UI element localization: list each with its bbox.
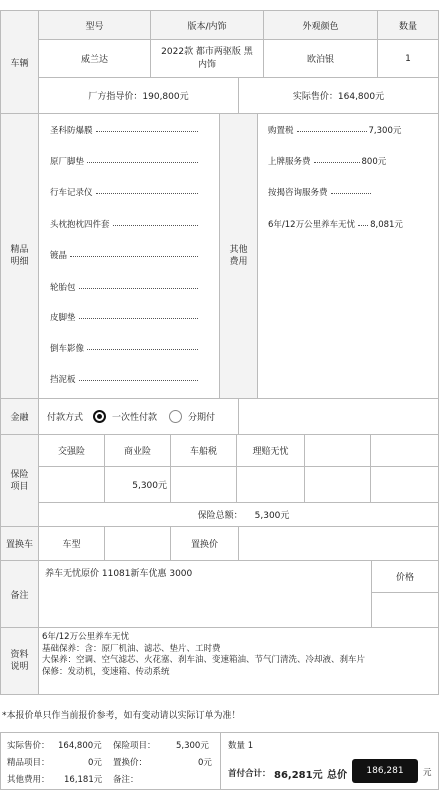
- tradein-model-value: [104, 526, 171, 561]
- full-payment-label: 一次性付款: [112, 413, 158, 423]
- ins-header-empty: [304, 434, 371, 467]
- summary-tradein-label: 置换价：: [113, 758, 148, 768]
- installment-label: 分期付: [188, 413, 216, 423]
- ins-header-compulsory: 交强险: [38, 434, 105, 467]
- remarks-price-value: [371, 592, 439, 628]
- notes-line: 6年/12万公里养车无忧: [42, 632, 130, 642]
- boutique-item: 皮脚垫: [50, 311, 200, 323]
- vehicle-qty: 1: [377, 39, 439, 78]
- boutique-item: 原厂脚垫: [50, 155, 200, 167]
- ins-header-vessel-tax: 车船税: [170, 434, 237, 467]
- boutique-label-line1: 精品: [10, 245, 29, 255]
- summary-qty: 数量 1: [228, 741, 254, 751]
- fee-item: 按揭咨询服务费: [268, 186, 373, 198]
- boutique-item: 轮胎包: [50, 281, 200, 293]
- ins-header-empty: [370, 434, 439, 467]
- ins-value-empty: [370, 466, 439, 503]
- ins-value-commercial: 5,300元: [104, 466, 171, 503]
- summary-total-unit: 元: [423, 768, 432, 778]
- notes-label-line2: 说明: [10, 662, 29, 672]
- boutique-item: 倒车影像: [50, 342, 200, 354]
- remarks-label: 备注: [0, 560, 39, 628]
- summary-divider: [220, 732, 221, 790]
- ins-value-vessel-tax: [170, 466, 237, 503]
- tradein-label: 置换车: [0, 526, 39, 561]
- finance-options: [38, 398, 239, 435]
- insurance-label-line2: 项目: [10, 481, 29, 492]
- boutique-item: 头枕抱枕四件套: [50, 218, 200, 230]
- total-price-button[interactable]: 186,281: [352, 759, 418, 783]
- finance-label: 金融: [0, 398, 39, 435]
- insurance-total: [38, 502, 439, 527]
- fee-item: 上牌服务费 800元: [268, 157, 387, 167]
- boutique-item: 挡泥板: [50, 373, 200, 385]
- summary-boutique-label: 精品项目：: [7, 758, 50, 768]
- notes-label: [0, 627, 39, 695]
- other-fees-label-line1: 其他: [229, 245, 248, 255]
- tradein-price-label: 置换价: [170, 526, 239, 561]
- summary-down-value: 86,281元: [274, 770, 323, 781]
- tradein-model-label: 车型: [38, 526, 105, 561]
- notes-area: [38, 627, 439, 695]
- notes-line: 大保养：空调、空气滤芯、火花塞、刹车油、变速箱油、节气门清洗、冷却液、刹车片: [42, 655, 366, 665]
- notes-label-line1: 资料: [10, 650, 29, 660]
- summary-tradein-value: 0元: [198, 758, 212, 768]
- boutique-item: 行车记录仪: [50, 186, 200, 198]
- vehicle-color: 欧泊银: [263, 39, 378, 78]
- summary-total-label: 总价: [327, 770, 347, 781]
- summary-insurance-value: 5,300元: [176, 741, 209, 751]
- summary-other-label: 其他费用：: [7, 775, 50, 785]
- vehicle-version: 2022款 都市两驱版 黑内饰: [150, 39, 264, 78]
- ins-value-claim: [236, 466, 305, 503]
- boutique-item: 镀晶: [50, 249, 200, 261]
- header-model: 型号: [38, 10, 151, 40]
- summary-boutique-value: 0元: [88, 758, 102, 768]
- summary-remark-label: 备注：: [113, 775, 139, 785]
- actual-price: 实际售价：164,800元: [238, 77, 439, 114]
- vehicle-section-label: 车辆: [0, 10, 39, 114]
- summary-insurance-label: 保险项目：: [113, 741, 156, 751]
- ins-header-claim: 理赔无忧: [236, 434, 305, 467]
- insurance-label-line1: 保险: [10, 469, 29, 480]
- insurance-total-value: 5,300元: [254, 511, 290, 521]
- ins-value-empty: [304, 466, 371, 503]
- ins-value-compulsory: [38, 466, 105, 503]
- remarks-price-label: 价格: [371, 560, 439, 593]
- fee-item: 购置税 7,300元: [268, 126, 402, 136]
- radio-installment[interactable]: [169, 410, 182, 423]
- tradein-price-value: [238, 526, 439, 561]
- header-color: 外观颜色: [263, 10, 378, 40]
- notes-line: 保修：发动机，变速箱、传动系统: [42, 666, 170, 677]
- vehicle-model: 威兰达: [38, 39, 151, 78]
- disclaimer: *本报价单只作当前报价参考，如有变动请以实际订单为准！: [2, 711, 241, 721]
- header-qty: 数量: [377, 10, 439, 40]
- boutique-item: 圣科防爆膜: [50, 124, 200, 136]
- radio-full-payment[interactable]: [93, 410, 106, 423]
- finance-empty: [238, 398, 439, 435]
- insurance-total-label: 保险总额：: [197, 511, 243, 521]
- fee-item: 6年/12万公里养车无忧 8,081元: [268, 220, 403, 230]
- insurance-label: [0, 434, 39, 527]
- summary-actual-label: 实际售价：: [7, 741, 50, 751]
- summary-actual-value: 164,800元: [58, 741, 102, 751]
- ins-header-commercial: 商业险: [104, 434, 171, 467]
- remarks-text: 养车无忧原价 11081新车优惠 3000: [45, 569, 193, 579]
- guide-price: 厂方指导价：190,800元: [38, 77, 239, 114]
- summary-other-value: 16,181元: [64, 775, 103, 785]
- boutique-label-line2: 明细: [10, 257, 29, 267]
- other-fees-label-line2: 费用: [229, 257, 248, 267]
- header-version: 版本/内饰: [150, 10, 264, 40]
- notes-line: 基础保养：含：原厂机油、滤芯、垫片、工时费: [42, 643, 221, 654]
- boutique-section-label: [0, 113, 39, 399]
- other-fees-label: [219, 113, 258, 399]
- remarks-area: [38, 560, 372, 628]
- payment-method-label: 付款方式: [47, 413, 84, 423]
- summary-down-label: 首付合计：: [228, 769, 271, 779]
